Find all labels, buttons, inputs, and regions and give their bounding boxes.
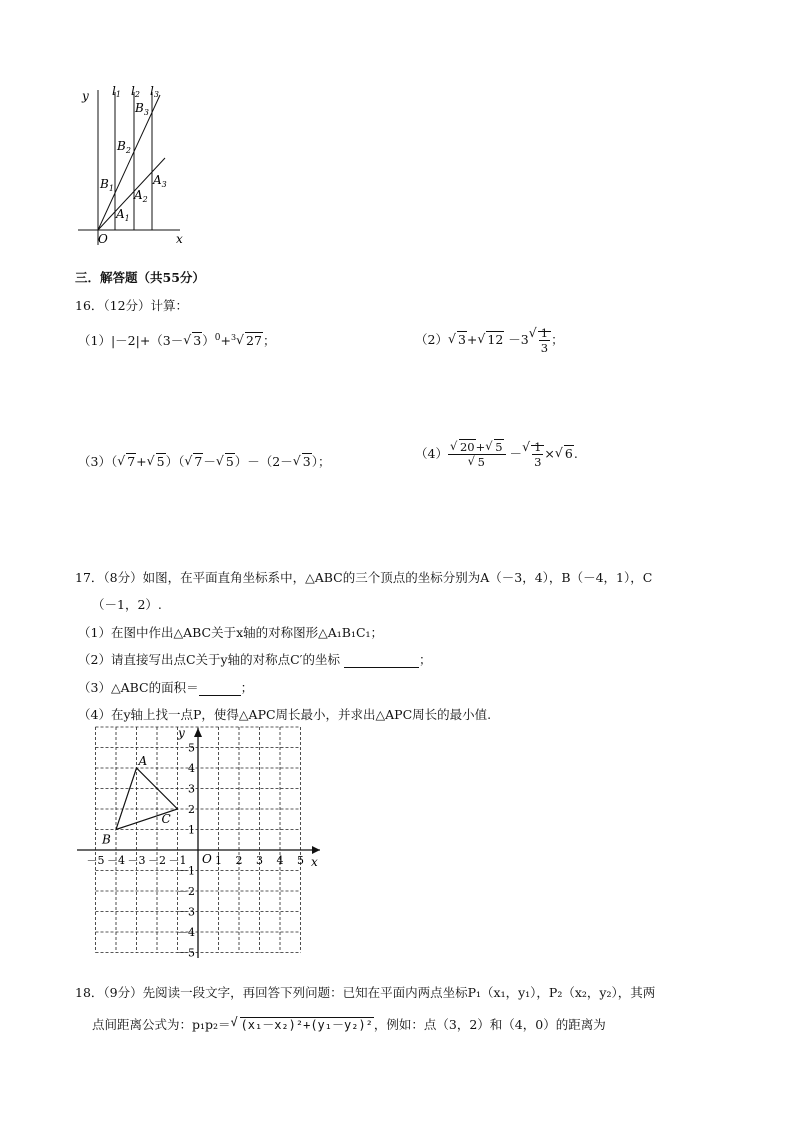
y-axis-arrow bbox=[194, 728, 202, 737]
figure1-y-label: y bbox=[82, 89, 89, 103]
label-b1: B bbox=[100, 177, 109, 191]
label-l1: l bbox=[112, 84, 116, 98]
y-tick-label: －2 bbox=[177, 885, 195, 898]
q17-sub1: （1）在图中作出△ABC关于x轴的对称图形△A₁B₁C₁； bbox=[78, 625, 384, 640]
q17-sub4: （4）在y轴上找一点P，使得△APC周长最小，并求出△APC周长的最小值. bbox=[78, 707, 492, 722]
figure1-x-label: x bbox=[176, 232, 183, 246]
point-label-b: B bbox=[102, 832, 111, 847]
q18-line2: 点间距离公式为：p₁p₂＝√ (x₁－x₂)²+(y₁－y₂)²，例如：点（3，2）和（4，0）的距离为 bbox=[92, 1015, 606, 1033]
svg-text:l1: l1 bbox=[112, 84, 121, 99]
q17-line2: （－1，2）. bbox=[92, 597, 162, 612]
lines-figure bbox=[70, 80, 200, 250]
label-a2: A bbox=[134, 188, 143, 202]
y-tick-label: 3 bbox=[188, 782, 195, 796]
q16-part3: （3）（√ 7+√ 5）（√ 7－√ 5）－（2－√ 3）； bbox=[78, 452, 330, 470]
q16-part1: （1）|－2|+（3－√ 3）$^0$+$^3$√ 27； bbox=[78, 331, 275, 349]
y-tick-label: 4 bbox=[188, 762, 195, 775]
grid-y-label: y bbox=[178, 726, 185, 740]
label-b2: B bbox=[117, 139, 126, 153]
label-b3: B bbox=[135, 101, 144, 115]
x-axis-arrow bbox=[312, 846, 320, 854]
x-tick-label: －2 bbox=[148, 854, 166, 867]
svg-text:l2: l2 bbox=[131, 84, 140, 99]
y-tick-label: 2 bbox=[188, 803, 195, 816]
q17-sub2: （2）请直接写出点C关于y轴的对称点C′的坐标 ； bbox=[78, 652, 432, 667]
q18-line1: 18．（9分）先阅读一段文字，再回答下列问题：已知在平面内两点坐标P₁（x₁，y₁），P₂（x₂，y₂），其两 bbox=[75, 985, 656, 1000]
svg-text:B2: $B_2$ bbox=[117, 139, 131, 155]
x-tick-label: －1 bbox=[168, 854, 187, 867]
x-tick-label: 5 bbox=[297, 854, 304, 867]
y-tick-label: 1 bbox=[188, 823, 195, 837]
label-l3: l bbox=[150, 84, 154, 98]
label-a1: A bbox=[116, 207, 125, 221]
svg-text:A1: $A_1$ bbox=[116, 207, 130, 223]
point-label-c: C bbox=[161, 812, 171, 826]
label-l2: l bbox=[131, 84, 135, 98]
point-label-a: A bbox=[138, 754, 148, 768]
svg-text:B3: $B_3$ bbox=[135, 101, 149, 117]
svg-text:B1: $B_1$ bbox=[100, 177, 114, 193]
x-tick-label: －5 bbox=[86, 854, 105, 867]
y-tick-label: 5 bbox=[188, 741, 195, 755]
grid-origin-label: O bbox=[202, 852, 212, 866]
q16-heading: 16．（12分）计算： bbox=[75, 298, 189, 313]
y-tick-label: －1 bbox=[177, 864, 195, 878]
y-tick-label: －3 bbox=[177, 905, 195, 919]
q16-part2: （2）√ 3+√ 12 －3 √ $\frac{1}{3}$ ； bbox=[415, 326, 564, 355]
svg-text:l3: l3 bbox=[150, 84, 159, 99]
line-ob bbox=[98, 95, 160, 230]
grid-x-label: x bbox=[311, 855, 318, 869]
x-tick-label: －4 bbox=[107, 854, 125, 867]
coordinate-grid bbox=[75, 725, 325, 960]
x-tick-label: 4 bbox=[276, 854, 284, 867]
line-oa bbox=[98, 158, 165, 230]
label-a3: A bbox=[153, 173, 162, 187]
q17-sub3: （3）△ABC的面积＝ ； bbox=[78, 680, 254, 695]
svg-text:A3: $A_3$ bbox=[153, 173, 167, 189]
answer-blank-c-prime[interactable] bbox=[344, 653, 419, 668]
x-tick-label: 2 bbox=[235, 854, 243, 867]
x-tick-label: －3 bbox=[127, 854, 146, 867]
y-tick-label: －4 bbox=[177, 926, 195, 939]
q17-line1: 17．（8分）如图，在平面直角坐标系中，△ABC的三个顶点的坐标分别为A（－3，4），B（－4，1），C bbox=[75, 570, 653, 585]
x-tick-label: 1 bbox=[215, 854, 222, 867]
q16-part4: （4） √ 20+√ 5 √ 5 － √ $\frac{1}{3}$ ×√ 6. bbox=[415, 440, 578, 469]
x-tick-label: 3 bbox=[256, 854, 263, 867]
section-title: 三．解答题（共55分） bbox=[75, 270, 205, 285]
svg-text:A2: $A_2$ bbox=[134, 188, 148, 204]
answer-blank-area[interactable] bbox=[199, 681, 241, 696]
y-tick-label: －5 bbox=[177, 946, 195, 960]
figure1-origin: O bbox=[98, 232, 108, 246]
